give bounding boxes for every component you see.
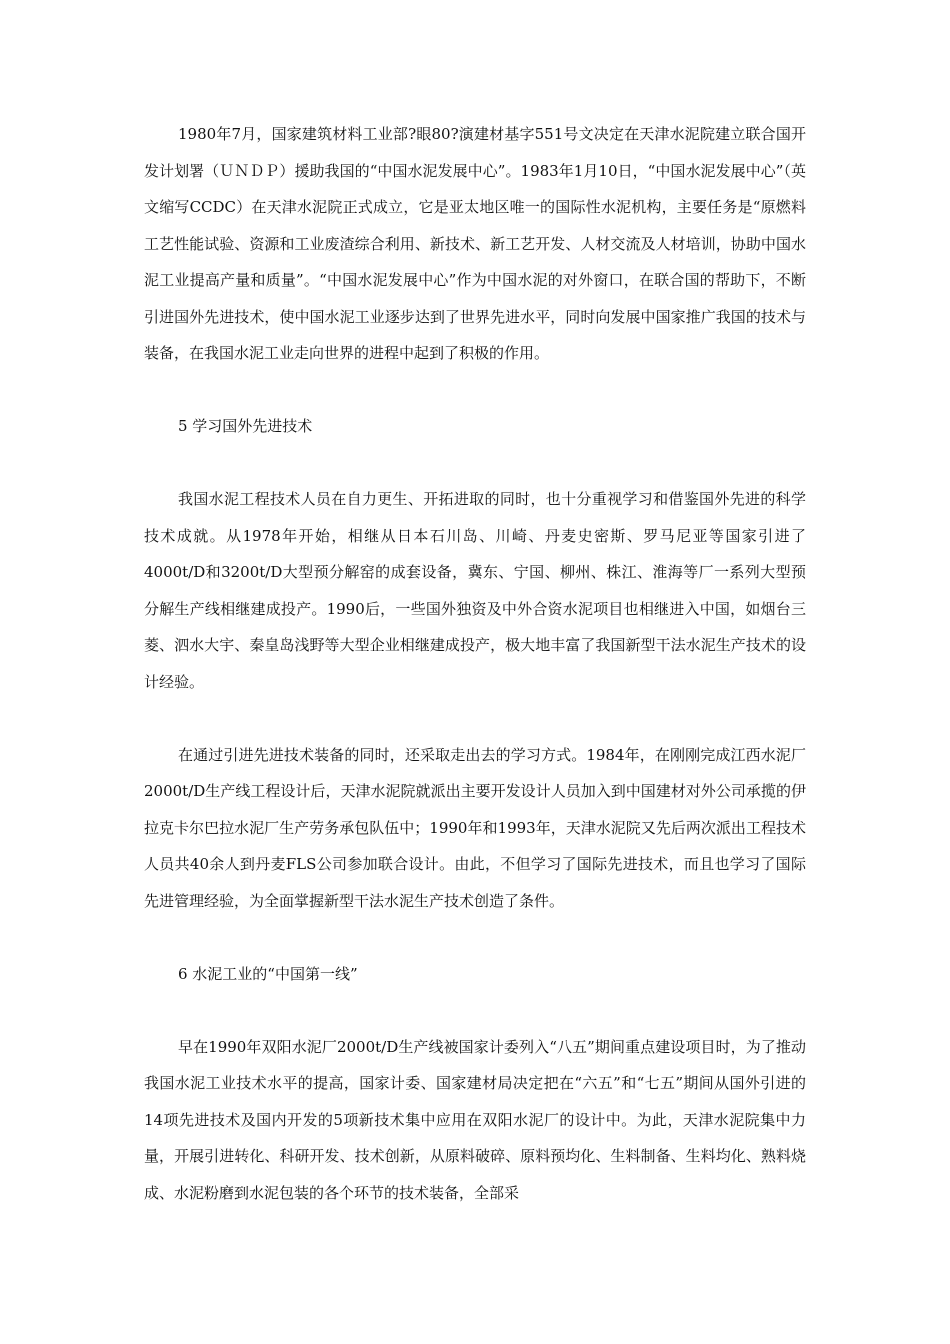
section-heading-6: 6 水泥工业的“中国第一线” <box>178 964 358 983</box>
paragraph-shuangyang: 早在1990年双阳水泥厂2000t/D生产线被国家计委列入“八五”期间重点建设项目时，为了推动我国水泥工业技术水平的提高，国家计委、国家建材局决定把在“六五”和“七五”期间从国外引进的14项先进技术及国内开发的5项新技术集中应用在双阳水泥厂的设计中。为此，天津水泥院集中力量，开展引进转化、科研开发、技术创新，从原料破碎、原料预均化、生料制备、生料均化、熟料烧成、水泥粉磨到水泥包装的各个环节的技术装备，全部采 <box>144 1037 806 1202</box>
document-body <box>144 116 806 1211</box>
section-heading-5: 5 学习国外先进技术 <box>178 417 313 435</box>
paragraph-ccdc: 1980年7月，国家建筑材料工业部?眼80?演建材基字551号文决定在天津水泥院建立联合国开发计划署（ＵＮＤＰ）援助我国的“中国水泥发展中心”。1983年1月10日，“中国水泥发展中心”（英文缩写CCDC）在天津水泥院正式成立，它是亚太地区唯一的国际性水泥机构，主要任务是“原燃料工艺性能试验、资源和工业废渣综合利用、新技术、新工艺开发、人材交流及人材培训，协助中国水泥工业提高产量和质量”。“中国水泥发展中心”作为中国水泥的对外窗口，在联合国的帮助下，不断引进国外先进技术，使中国水泥工业逐步达到了世界先进水平，同时向发展中国家推广我国的技术与装备，在我国水泥工业走向世界的进程中起到了积极的作用。 <box>144 125 806 362</box>
paragraph-going-abroad: 在通过引进先进技术装备的同时，还采取走出去的学习方式。1984年，在刚刚完成江西水泥厂2000t/D生产线工程设计后，天津水泥院就派出主要开发设计人员加入到中国建材对外公司承揽的伊拉克卡尔巴拉水泥厂生产劳务承包队伍中；1990年和1993年，天津水泥院又先后两次派出工程技术人员共40余人到丹麦FLS公司参加联合设计。由此，不但学习了国际先进技术，而且也学习了国际先进管理经验，为全面掌握新型干法水泥生产技术创造了条件。 <box>144 745 806 910</box>
paragraph-foreign-tech: 我国水泥工程技术人员在自力更生、开拓进取的同时，也十分重视学习和借鉴国外先进的科学技术成就。从1978年开始，相继从日本石川岛、川崎、丹麦史密斯、罗马尼亚等国家引进了4000t/D和3200t/D大型预分解窑的成套设备，冀东、宁国、柳州、株江、淮海等厂一系列大型预分解生产线相继建成投产。1990后，一些国外独资及中外合资水泥项目也相继进入中国，如烟台三菱、泗水大宇、秦皇岛浅野等大型企业相继建成投产，极大地丰富了我国新型干法水泥生产技术的设计经验。 <box>144 490 806 691</box>
